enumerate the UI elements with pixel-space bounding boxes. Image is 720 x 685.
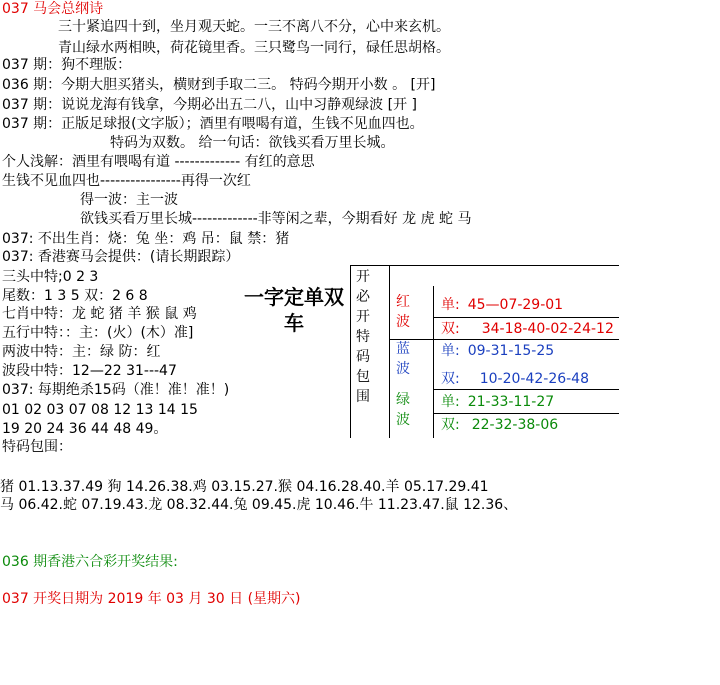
- text-line: 两波中特：主：绿 防：红: [2, 344, 161, 360]
- green-odd-row: 单: 21-33-11-27: [441, 394, 555, 410]
- text-line: 037: 每期绝杀15码（准！准！准！): [2, 382, 230, 398]
- green-even-row: 双: 22-32-38-06: [441, 417, 559, 433]
- text-line: 037 期：说说龙海有钱拿，今期必出五二八，山中习静观绿波 [开 ]: [2, 97, 417, 113]
- text-line: 七肖中特：龙 蛇 猪 羊 猴 鼠 鸡: [2, 306, 197, 322]
- text-line: 尾数：1 3 5 双：2 6 8: [2, 288, 148, 304]
- red-even-row: 双: 34-18-40-02-24-12: [441, 321, 614, 337]
- text-line: 欲钱买看万里长城-------------非等闲之辈，今期看好 龙 虎 蛇 马: [80, 211, 472, 227]
- text-line: 037 期：狗不理版：: [2, 57, 132, 73]
- result-title: 036 期香港六合彩开奖结果:: [2, 554, 178, 570]
- text-line: 01 02 03 07 08 12 13 14 15: [2, 402, 198, 418]
- zodiac-line-1: 猪 01.13.37.49 狗 14.26.38.鸡 03.15.27.猴 04.16.28.40.羊 05.17.29.41: [0, 479, 489, 495]
- poem-line-2: 青山绿水两相映，荷花镜里香。三只鹭鸟一同行，碌任思胡格。: [58, 40, 450, 56]
- blue-even-row: 双: 10-20-42-26-48: [441, 371, 589, 387]
- big-title: 一字定单双车: [244, 285, 344, 335]
- text-line: 036 期：今期大胆买猪头，横财到手取二三。 特码今期开小数 。 [开]: [2, 77, 436, 93]
- text-line: 037: 香港赛马会提供：(请长期跟踪）: [2, 249, 240, 265]
- poem-line-1: 三十紧追四十到，坐月观天蛇。一三不离八不分，心中来玄机。: [58, 19, 450, 35]
- draw-date: 037 开奖日期为 2019 年 03 月 30 日 (星期六): [2, 591, 301, 607]
- red-odd-row: 单: 45—07-29-01: [441, 297, 564, 313]
- blue-odd-row: 单: 09-31-15-25: [441, 343, 555, 359]
- text-line: 个人浅解：酒里有喂喝有道 ------------- 有红的意思: [2, 154, 315, 170]
- text-line: 特码为双数。 给一句话：欲钱买看万里长城。: [110, 135, 395, 151]
- text-line: 得一波：主一波: [80, 192, 178, 208]
- zodiac-line-2: 马 06.42.蛇 07.19.43.龙 08.32.44.兔 09.45.虎 10.46.牛 11.23.47.鼠 12.36、: [0, 497, 518, 513]
- blue-wave-label: 蓝波: [396, 341, 410, 377]
- text-line: 三头中特;0 2 3: [2, 269, 99, 285]
- text-line: 生钱不见血四也----------------再得一次红: [2, 173, 251, 189]
- text-line: 波段中特：12—22 31---47: [2, 363, 177, 379]
- text-line: 037: 不出生肖：烧：兔 坐：鸡 吊：鼠 禁：猪: [2, 231, 290, 247]
- red-wave-label: 红波: [396, 294, 410, 330]
- text-line: 五行中特：：主：(火）(木）准]: [2, 325, 194, 341]
- special-code-box: [350, 265, 619, 438]
- green-wave-label: 绿波: [396, 392, 410, 428]
- text-line: 19 20 24 36 44 48 49。: [2, 421, 168, 437]
- page-title: 037 马会总纲诗: [2, 1, 104, 17]
- text-line: 037 期：正版足球报(文字版）；酒里有喂喝有道，生钱不见血四也。: [2, 116, 424, 132]
- text-line: 特码包围：: [2, 439, 72, 455]
- vertical-label: 开必开特码包围: [356, 269, 370, 405]
